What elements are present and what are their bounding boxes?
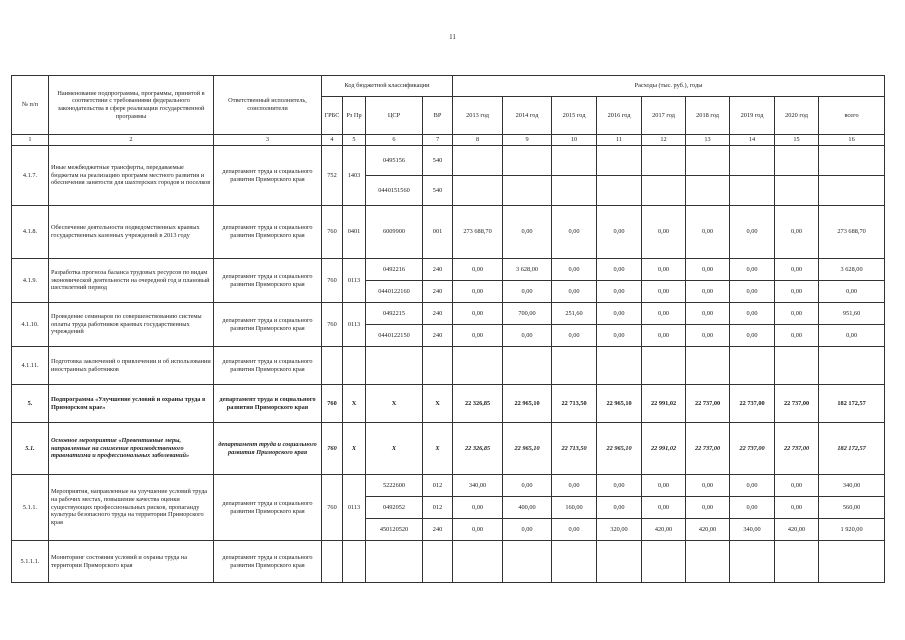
row-grbs: 752 bbox=[322, 146, 343, 206]
row-csr: X bbox=[366, 385, 423, 423]
row-vr: 012 bbox=[423, 475, 453, 497]
row-year-value: 0,00 bbox=[775, 325, 819, 347]
header-total: всего bbox=[819, 97, 885, 135]
table-row bbox=[12, 206, 885, 259]
row-grbs: 760 bbox=[322, 385, 343, 423]
row-year-value: 0,00 bbox=[453, 325, 503, 347]
row-year-value bbox=[642, 347, 686, 385]
row-executor: департамент труда и социального развития Приморского края bbox=[214, 303, 322, 347]
row-number: 5. bbox=[12, 385, 49, 423]
row-name: Основное мероприятие «Превентивные меры, направленные на снижение производственного травматизма и профессиональных заболеваний» bbox=[49, 423, 214, 475]
row-year-value bbox=[597, 176, 642, 206]
header-year: 2017 год bbox=[642, 97, 686, 135]
row-vr: 012 bbox=[423, 497, 453, 519]
row-year-value bbox=[453, 146, 503, 176]
row-year-value: 0,00 bbox=[453, 281, 503, 303]
header-year: 2019 год bbox=[730, 97, 775, 135]
row-year-value: 0,00 bbox=[552, 259, 597, 281]
row-vr bbox=[423, 541, 453, 583]
row-executor: департамент труда и социального развития Приморского края bbox=[214, 541, 322, 583]
row-year-value bbox=[775, 347, 819, 385]
table-row bbox=[12, 475, 885, 497]
row-year-value: 22 713,50 bbox=[552, 385, 597, 423]
row-year-value: 0,00 bbox=[552, 519, 597, 541]
row-executor: департамент труда и социального развития Приморского края bbox=[214, 347, 322, 385]
column-index-row: 1 2 3 4 5 6 7 8 9 10 11 12 13 14 15 16 bbox=[12, 135, 885, 146]
row-year-value: 22 737,00 bbox=[686, 385, 730, 423]
row-year-value bbox=[730, 541, 775, 583]
table-row bbox=[12, 303, 885, 325]
row-number: 4.1.9. bbox=[12, 259, 49, 303]
row-year-value: 0,00 bbox=[686, 303, 730, 325]
row-executor: департамент труда и социального развития Приморского края bbox=[214, 146, 322, 206]
row-year-value: 0,00 bbox=[730, 259, 775, 281]
header-expenses: Расходы (тыс. руб.), годы bbox=[453, 76, 885, 97]
row-year-value: 22 737,00 bbox=[730, 423, 775, 475]
row-year-value bbox=[597, 347, 642, 385]
row-year-value: 0,00 bbox=[503, 325, 552, 347]
row-vr: X bbox=[423, 423, 453, 475]
row-year-value bbox=[730, 146, 775, 176]
row-year-value: 0,00 bbox=[453, 497, 503, 519]
row-rzpr bbox=[343, 347, 366, 385]
row-year-value bbox=[503, 541, 552, 583]
budget-table bbox=[11, 75, 885, 583]
row-executor: департамент труда и социального развития Приморского края bbox=[214, 385, 322, 423]
table-row bbox=[12, 146, 885, 176]
row-vr: 240 bbox=[423, 519, 453, 541]
row-year-value: 22 737,00 bbox=[730, 385, 775, 423]
row-year-value: 420,00 bbox=[642, 519, 686, 541]
row-year-value: 340,00 bbox=[730, 519, 775, 541]
row-year-value: 22 737,00 bbox=[775, 423, 819, 475]
row-year-value: 0,00 bbox=[686, 497, 730, 519]
row-rzpr: 0113 bbox=[343, 303, 366, 347]
row-csr: 0492215 bbox=[366, 303, 423, 325]
row-year-value: 0,00 bbox=[686, 281, 730, 303]
row-name: Подпрограмма «Улучшение условий и охраны труда в Приморском крае» bbox=[49, 385, 214, 423]
row-rzpr: 0113 bbox=[343, 475, 366, 541]
row-year-value: 0,00 bbox=[453, 519, 503, 541]
row-vr: X bbox=[423, 385, 453, 423]
row-vr: 240 bbox=[423, 303, 453, 325]
row-year-value bbox=[453, 541, 503, 583]
row-executor: департамент труда и социального развития Приморского края bbox=[214, 259, 322, 303]
row-year-value: 0,00 bbox=[503, 206, 552, 259]
header-executor: Ответственный исполнитель, соисполнители bbox=[214, 76, 322, 135]
row-grbs: 760 bbox=[322, 259, 343, 303]
row-rzpr: 0113 bbox=[343, 259, 366, 303]
row-year-value bbox=[686, 541, 730, 583]
table-row bbox=[12, 385, 885, 423]
row-year-value: 0,00 bbox=[730, 206, 775, 259]
row-year-value: 0,00 bbox=[686, 259, 730, 281]
header-csr: ЦСР bbox=[366, 97, 423, 135]
row-name: Мониторинг состояния условий и охраны труда на территории Приморского края bbox=[49, 541, 214, 583]
row-year-value bbox=[597, 146, 642, 176]
row-number: 5.1.1. bbox=[12, 475, 49, 541]
row-csr: X bbox=[366, 423, 423, 475]
row-total: 0,00 bbox=[819, 325, 885, 347]
table-row bbox=[12, 347, 885, 385]
row-number: 4.1.8. bbox=[12, 206, 49, 259]
row-year-value: 22 737,00 bbox=[686, 423, 730, 475]
row-year-value bbox=[552, 347, 597, 385]
row-csr: 0440122160 bbox=[366, 281, 423, 303]
row-year-value bbox=[552, 146, 597, 176]
row-year-value bbox=[453, 176, 503, 206]
row-year-value: 0,00 bbox=[686, 475, 730, 497]
row-grbs: 760 bbox=[322, 423, 343, 475]
row-vr: 001 bbox=[423, 206, 453, 259]
row-year-value: 0,00 bbox=[552, 475, 597, 497]
row-year-value bbox=[642, 541, 686, 583]
row-total: 1 920,00 bbox=[819, 519, 885, 541]
row-year-value: 320,00 bbox=[597, 519, 642, 541]
row-year-value: 0,00 bbox=[453, 259, 503, 281]
row-year-value bbox=[730, 176, 775, 206]
table-body bbox=[12, 146, 885, 583]
row-year-value: 0,00 bbox=[730, 281, 775, 303]
table-row bbox=[12, 423, 885, 475]
row-year-value: 22 713,50 bbox=[552, 423, 597, 475]
row-year-value: 22 965,10 bbox=[597, 423, 642, 475]
row-total: 3 628,00 bbox=[819, 259, 885, 281]
row-total: 340,00 bbox=[819, 475, 885, 497]
row-csr: 5222600 bbox=[366, 475, 423, 497]
row-year-value: 400,00 bbox=[503, 497, 552, 519]
row-year-value: 0,00 bbox=[775, 303, 819, 325]
row-number: 4.1.11. bbox=[12, 347, 49, 385]
row-year-value: 0,00 bbox=[642, 325, 686, 347]
row-total bbox=[819, 176, 885, 206]
row-year-value: 22 991,02 bbox=[642, 385, 686, 423]
row-csr: 0440122150 bbox=[366, 325, 423, 347]
row-year-value: 0,00 bbox=[642, 206, 686, 259]
row-year-value: 0,00 bbox=[642, 259, 686, 281]
row-number: 4.1.7. bbox=[12, 146, 49, 206]
row-year-value: 273 688,70 bbox=[453, 206, 503, 259]
row-year-value bbox=[775, 541, 819, 583]
row-executor: департамент труда и социального развития Приморского края bbox=[214, 423, 322, 475]
header-year: 2018 год bbox=[686, 97, 730, 135]
header-vr: ВР bbox=[423, 97, 453, 135]
row-year-value bbox=[775, 146, 819, 176]
row-year-value: 0,00 bbox=[730, 303, 775, 325]
row-vr: 240 bbox=[423, 281, 453, 303]
row-vr bbox=[423, 347, 453, 385]
table-row bbox=[12, 541, 885, 583]
row-total: 182 172,57 bbox=[819, 385, 885, 423]
row-grbs: 760 bbox=[322, 475, 343, 541]
row-total: 560,00 bbox=[819, 497, 885, 519]
row-year-value: 0,00 bbox=[597, 281, 642, 303]
row-year-value: 0,00 bbox=[552, 281, 597, 303]
row-total: 273 688,70 bbox=[819, 206, 885, 259]
row-rzpr: 1403 bbox=[343, 146, 366, 206]
header-year: 2014 год bbox=[503, 97, 552, 135]
row-year-value bbox=[552, 176, 597, 206]
row-vr: 540 bbox=[423, 176, 453, 206]
row-vr: 240 bbox=[423, 325, 453, 347]
row-csr: 0440151560 bbox=[366, 176, 423, 206]
row-year-value: 160,00 bbox=[552, 497, 597, 519]
row-year-value: 0,00 bbox=[730, 475, 775, 497]
row-csr: 0492216 bbox=[366, 259, 423, 281]
row-total: 182 172,57 bbox=[819, 423, 885, 475]
row-year-value: 3 628,00 bbox=[503, 259, 552, 281]
row-year-value: 0,00 bbox=[775, 206, 819, 259]
row-csr: 0495156 bbox=[366, 146, 423, 176]
row-year-value: 0,00 bbox=[597, 325, 642, 347]
header-year: 2020 год bbox=[775, 97, 819, 135]
row-year-value: 0,00 bbox=[642, 475, 686, 497]
row-year-value bbox=[686, 176, 730, 206]
row-year-value: 22 326,85 bbox=[453, 423, 503, 475]
row-year-value: 700,00 bbox=[503, 303, 552, 325]
header-name: Наименование подпрограммы, программы, принятой в соответствии с требованиями федерального законодательства в сфере реализации государственной программы bbox=[49, 76, 214, 135]
row-number: 4.1.10. bbox=[12, 303, 49, 347]
row-total bbox=[819, 146, 885, 176]
row-rzpr bbox=[343, 541, 366, 583]
row-year-value bbox=[642, 176, 686, 206]
row-grbs bbox=[322, 347, 343, 385]
header-kbk: Код бюджетной классификации bbox=[322, 76, 453, 97]
row-year-value: 251,60 bbox=[552, 303, 597, 325]
row-grbs: 760 bbox=[322, 303, 343, 347]
row-year-value: 0,00 bbox=[597, 475, 642, 497]
row-total: 0,00 bbox=[819, 281, 885, 303]
row-year-value: 22 965,10 bbox=[503, 385, 552, 423]
row-year-value: 0,00 bbox=[552, 206, 597, 259]
header-rzpr: Рз Пр bbox=[343, 97, 366, 135]
row-year-value: 0,00 bbox=[642, 303, 686, 325]
row-year-value bbox=[503, 347, 552, 385]
row-year-value: 0,00 bbox=[730, 497, 775, 519]
row-total: 951,60 bbox=[819, 303, 885, 325]
row-year-value: 0,00 bbox=[775, 497, 819, 519]
row-year-value: 0,00 bbox=[597, 259, 642, 281]
row-year-value: 22 737,00 bbox=[775, 385, 819, 423]
row-year-value: 0,00 bbox=[552, 325, 597, 347]
row-year-value: 0,00 bbox=[775, 259, 819, 281]
row-number: 5.1. bbox=[12, 423, 49, 475]
row-year-value: 420,00 bbox=[686, 519, 730, 541]
row-year-value: 0,00 bbox=[597, 206, 642, 259]
row-year-value: 340,00 bbox=[453, 475, 503, 497]
row-year-value: 0,00 bbox=[775, 281, 819, 303]
row-year-value: 22 326,85 bbox=[453, 385, 503, 423]
row-csr: 6009900 bbox=[366, 206, 423, 259]
row-year-value: 0,00 bbox=[597, 497, 642, 519]
row-year-value: 0,00 bbox=[686, 325, 730, 347]
header-year: 2013 год bbox=[453, 97, 503, 135]
row-year-value bbox=[552, 541, 597, 583]
row-year-value: 22 991,02 bbox=[642, 423, 686, 475]
row-year-value bbox=[503, 176, 552, 206]
row-year-value: 0,00 bbox=[503, 519, 552, 541]
row-rzpr: X bbox=[343, 385, 366, 423]
row-total bbox=[819, 541, 885, 583]
row-rzpr: 0401 bbox=[343, 206, 366, 259]
row-name: Иные межбюджетные трансферты, передаваемые бюджетам на реализацию программ местного развития и обеспечения занятости для шахтерских городов и поселков bbox=[49, 146, 214, 206]
row-name: Обеспечение деятельности подведомственных краевых государственных казенных учреждений в 2013 году bbox=[49, 206, 214, 259]
row-name: Подготовка заключений о привлечении и об использовании иностранных работников bbox=[49, 347, 214, 385]
row-year-value bbox=[686, 146, 730, 176]
row-executor: департамент труда и социального развития Приморского края bbox=[214, 206, 322, 259]
row-vr: 240 bbox=[423, 259, 453, 281]
row-vr: 540 bbox=[423, 146, 453, 176]
row-name: Проведение семинаров по совершенствованию системы оплаты труда работников краевых государственных учреждений bbox=[49, 303, 214, 347]
row-number: 5.1.1.1. bbox=[12, 541, 49, 583]
table-row bbox=[12, 259, 885, 281]
row-year-value bbox=[503, 146, 552, 176]
row-year-value: 0,00 bbox=[453, 303, 503, 325]
page-number: 11 bbox=[449, 33, 456, 41]
row-executor: департамент труда и социального развития Приморского края bbox=[214, 475, 322, 541]
row-year-value bbox=[775, 176, 819, 206]
row-csr: 450120520 bbox=[366, 519, 423, 541]
row-grbs: 760 bbox=[322, 206, 343, 259]
row-csr bbox=[366, 541, 423, 583]
row-year-value: 22 965,10 bbox=[503, 423, 552, 475]
row-year-value bbox=[686, 347, 730, 385]
row-year-value bbox=[730, 347, 775, 385]
row-name: Разработка прогноза баланса трудовых ресурсов по видам экономической деятельности на очередной год и плановый шестилетний период bbox=[49, 259, 214, 303]
row-year-value bbox=[642, 146, 686, 176]
row-csr: 0492052 bbox=[366, 497, 423, 519]
row-year-value: 0,00 bbox=[642, 497, 686, 519]
row-name: Мероприятия, направленные на улучшение условий труда на рабочих местах, повышение качества оценки существующих профессиональных рисков, пропаганду культуры безопасного труда на территории Приморского края bbox=[49, 475, 214, 541]
row-year-value: 0,00 bbox=[686, 206, 730, 259]
row-year-value: 0,00 bbox=[642, 281, 686, 303]
row-year-value bbox=[597, 541, 642, 583]
row-grbs bbox=[322, 541, 343, 583]
row-year-value: 420,00 bbox=[775, 519, 819, 541]
row-year-value: 0,00 bbox=[597, 303, 642, 325]
row-year-value: 0,00 bbox=[503, 475, 552, 497]
row-year-value: 0,00 bbox=[730, 325, 775, 347]
row-rzpr: X bbox=[343, 423, 366, 475]
row-year-value: 0,00 bbox=[775, 475, 819, 497]
row-year-value: 22 965,10 bbox=[597, 385, 642, 423]
row-total bbox=[819, 347, 885, 385]
header-grbs: ГРБС bbox=[322, 97, 343, 135]
header-year: 2016 год bbox=[597, 97, 642, 135]
header-no: № п/п bbox=[12, 76, 49, 135]
row-year-value bbox=[453, 347, 503, 385]
row-csr bbox=[366, 347, 423, 385]
row-year-value: 0,00 bbox=[503, 281, 552, 303]
header-year: 2015 год bbox=[552, 97, 597, 135]
